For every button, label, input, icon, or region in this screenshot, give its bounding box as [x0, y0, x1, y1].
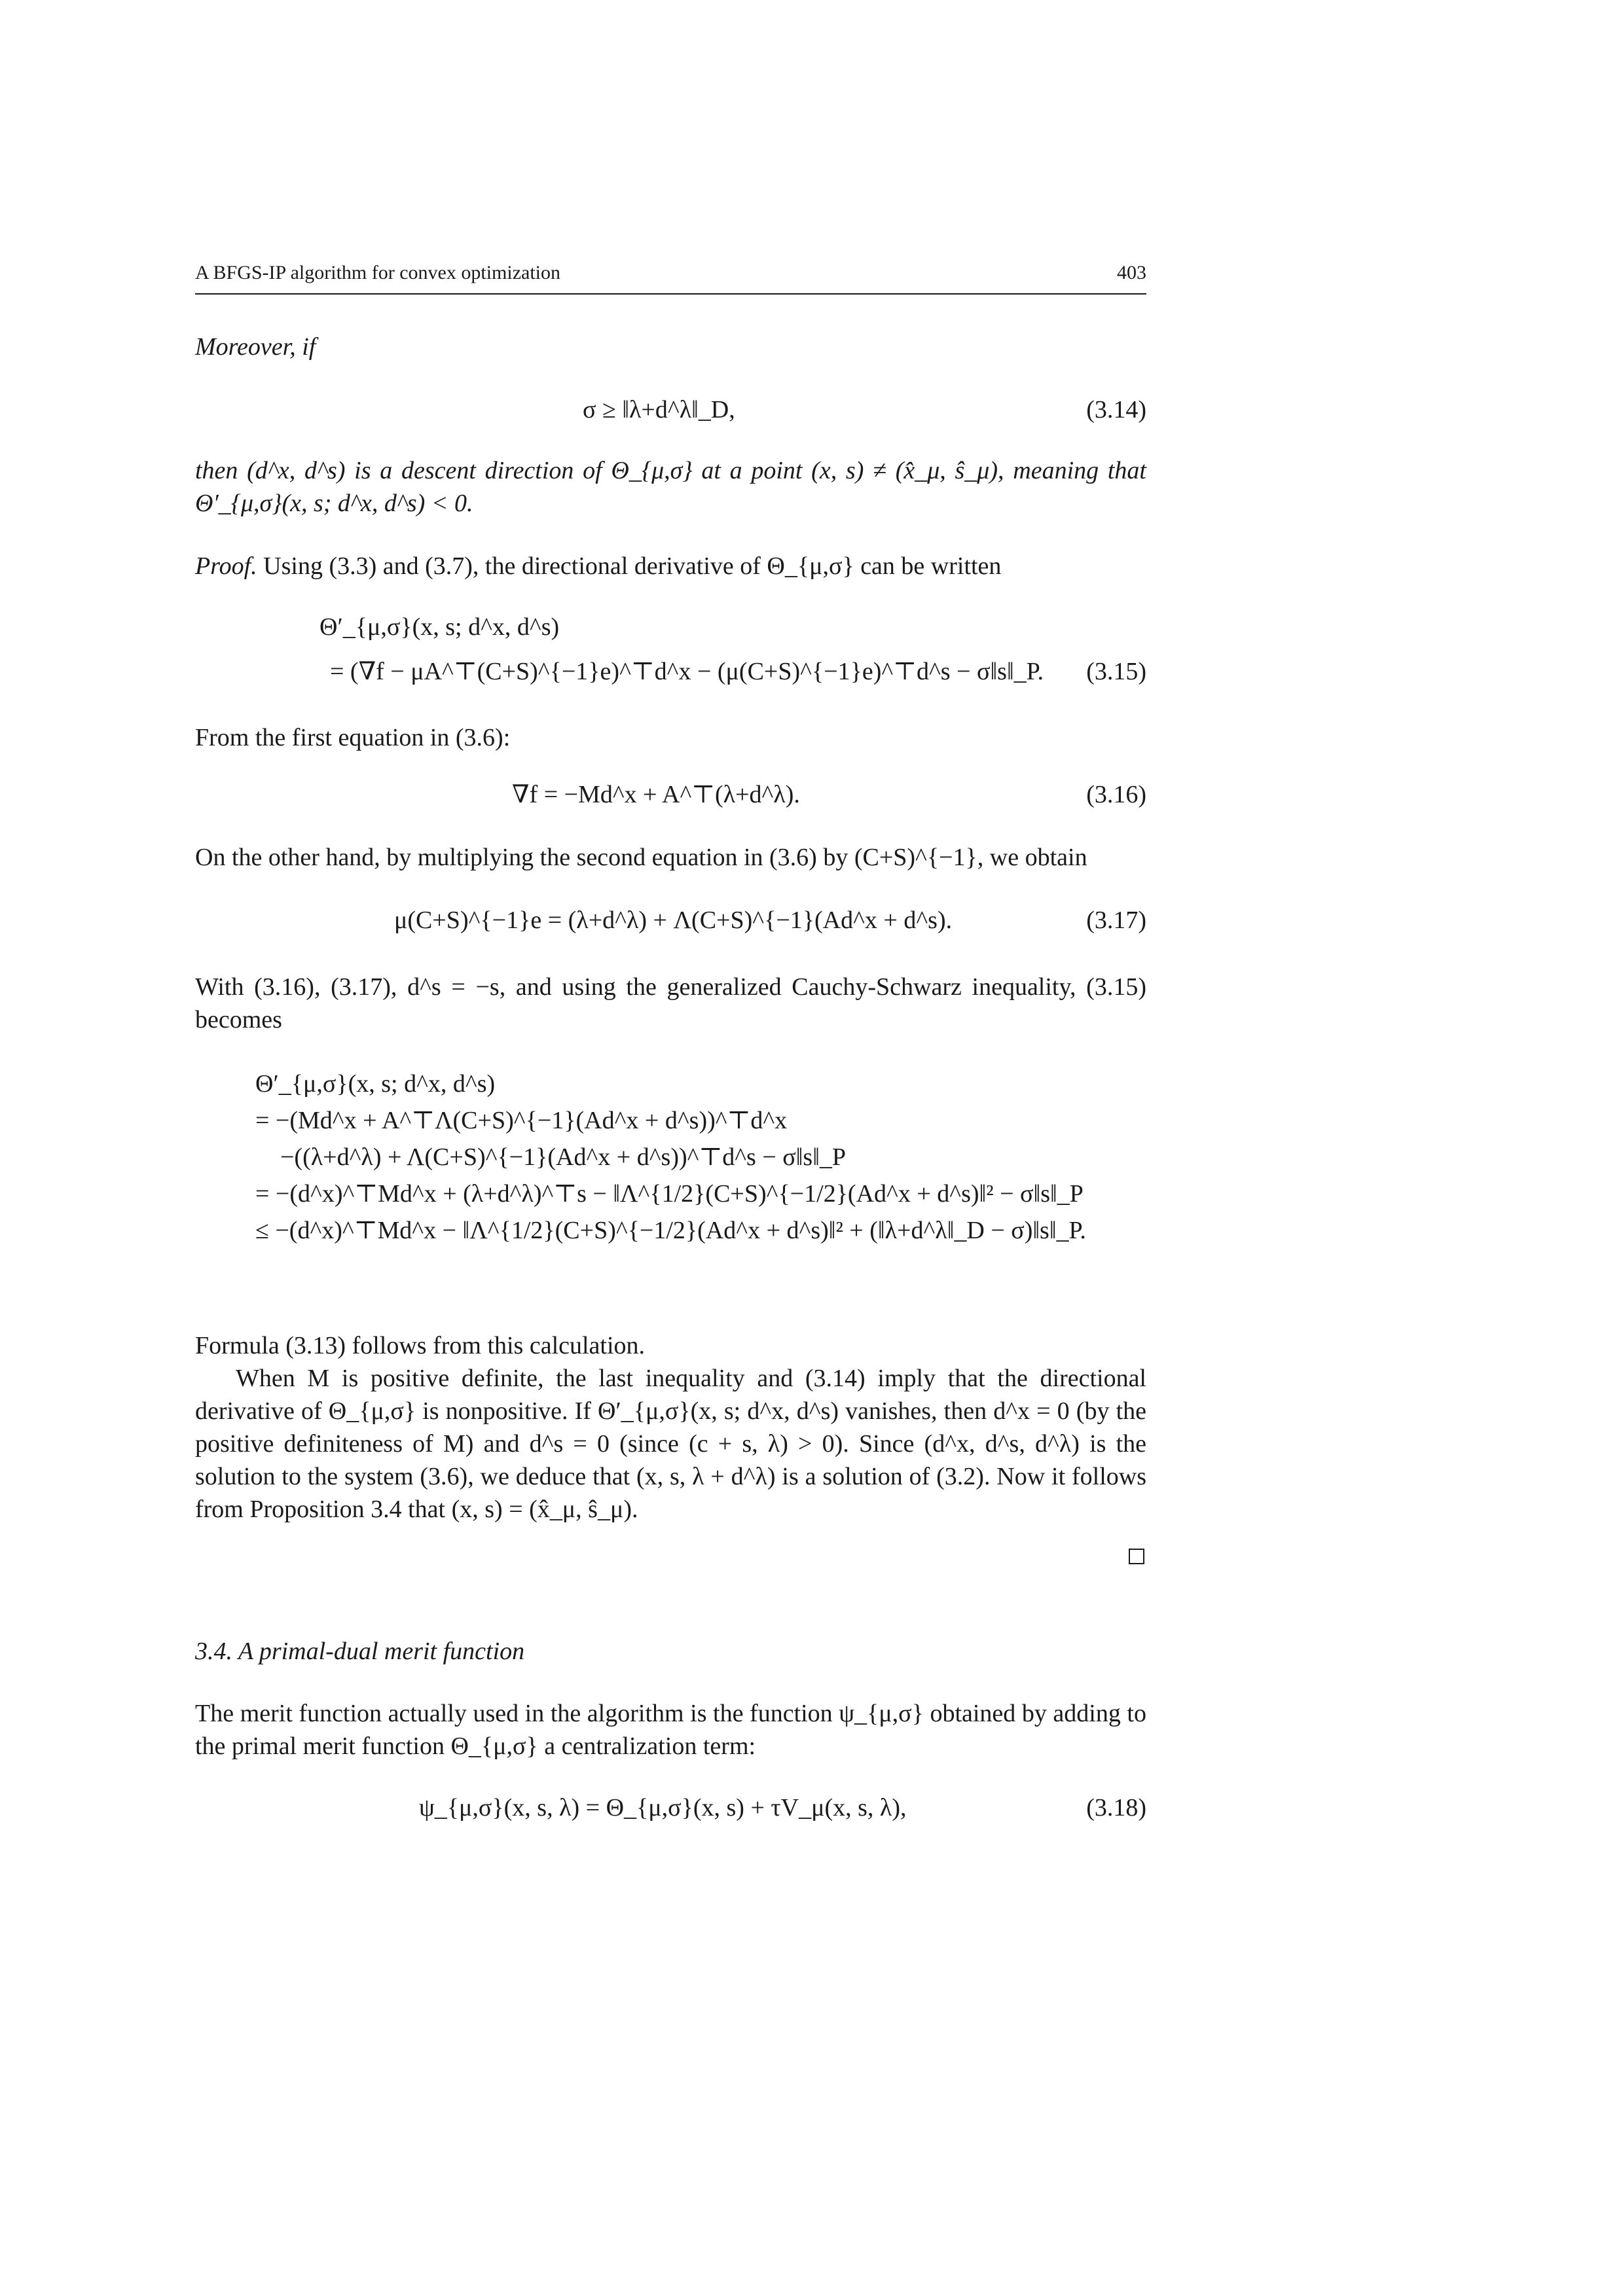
equation-3-15-line1: [195, 609, 1146, 645]
equation-3-15-line2-body: = (∇f − μA^⊤(C+S)^{−1}e)^⊤d^x − (μ(C+S)^{−1}e)^⊤d^s − σ‖s‖_P.: [330, 658, 1044, 685]
equation-3-17: [195, 902, 1146, 939]
section-heading: 3.4. A primal-dual merit function: [195, 1638, 525, 1665]
when-paragraph: When M is positive definite, the last inequality and (3.14) imply that the directional derivative of Θ_{μ,σ} is nonpositive. If Θ′_{μ,σ}(x, s; d^x, d^s) vanishes, then d^x = 0 (by the positive definiteness of M) and d^s = 0 (since (c + s, λ) > 0). Since (d^x, d^s, d^λ) is the solution to the system (3.6), we deduce that (x, s, λ + d^λ) is a solution of (3.2). Now it follows from Proposition 3.4 that (x, s) = (x̂_μ, ŝ_μ).: [195, 1365, 1146, 1523]
moreover-line: Moreover, if: [195, 333, 316, 361]
running-title: A BFGS-IP algorithm for convex optimization: [195, 262, 561, 283]
equation-3-14: [195, 391, 1146, 428]
derivation-line: Θ′_{μ,σ}(x, s; d^x, d^s): [255, 1070, 496, 1098]
page-number: 403: [1117, 262, 1146, 283]
proof-label: Proof.: [195, 552, 257, 580]
proof-intro-text: Using (3.3) and (3.7), the directional derivative of Θ_{μ,σ} can be written: [263, 552, 1002, 580]
equation-3-16-body: ∇f = −Md^x + A^⊤(λ+d^λ).: [512, 781, 800, 808]
equation-3-14-body: σ ≥ ‖λ+d^λ‖_D,: [583, 396, 735, 423]
proof-intro: [195, 550, 1146, 583]
merit-paragraph: The merit function actually used in the algorithm is the function ψ_{μ,σ} obtained by adding to the primal merit function Θ_{μ,σ} a centralization term:: [195, 1700, 1146, 1760]
running-header: [195, 257, 1146, 291]
equation-3-18-body: ψ_{μ,σ}(x, s, λ) = Θ_{μ,σ}(x, s) + τV_μ(x, s, λ),: [419, 1794, 907, 1821]
first-equation-intro: From the first equation in (3.6):: [195, 724, 511, 751]
derivation-block: [255, 1066, 1146, 1249]
header-rule: [195, 293, 1146, 295]
equation-3-15-number: (3.15): [1086, 658, 1146, 685]
derivation-line: ≤ −(d^x)^⊤Md^x − ‖Λ^{1/2}(C+S)^{−1/2}(Ad^x + d^s)‖² + (‖λ+d^λ‖_D − σ)‖s‖_P.: [255, 1217, 1086, 1244]
equation-3-15-line1-body: Θ′_{μ,σ}(x, s; d^x, d^s): [319, 613, 560, 641]
derivation-line: −((λ+d^λ) + Λ(C+S)^{−1}(Ad^x + d^s))^⊤d^s − σ‖s‖_P: [280, 1143, 846, 1171]
equation-3-18-number: (3.18): [1086, 1794, 1146, 1821]
formula-follows: Formula (3.13) follows from this calculation.: [195, 1332, 646, 1359]
equation-3-15-line2: [195, 653, 1146, 690]
equation-3-17-body: μ(C+S)^{−1}e = (λ+d^λ) + Λ(C+S)^{−1}(Ad^x + d^s).: [394, 906, 953, 934]
with-paragraph: With (3.16), (3.17), d^s = −s, and using the generalized Cauchy-Schwarz inequality, (3.15) becomes: [195, 973, 1146, 1033]
theorem-statement: then (d^x, d^s) is a descent direction of Θ_{μ,σ} at a point (x, s) ≠ (x̂_μ, ŝ_μ), meaning that Θ′_{μ,σ}(x, s; d^x, d^s) < 0.: [195, 457, 1146, 517]
equation-3-17-number: (3.17): [1086, 906, 1146, 934]
derivation-line: = −(Md^x + A^⊤Λ(C+S)^{−1}(Ad^x + d^s))^⊤d^x: [255, 1107, 788, 1134]
equation-3-16: [195, 776, 1146, 813]
equation-3-14-number: (3.14): [1086, 396, 1146, 423]
other-hand-paragraph: On the other hand, by multiplying the second equation in (3.6) by (C+S)^{−1}, we obtain: [195, 844, 1087, 871]
equation-3-16-number: (3.16): [1086, 781, 1146, 808]
equation-3-18: [195, 1789, 1146, 1826]
derivation-line: = −(d^x)^⊤Md^x + (λ+d^λ)^⊤s − ‖Λ^{1/2}(C+S)^{−1/2}(Ad^x + d^s)‖² − σ‖s‖_P: [255, 1180, 1084, 1208]
qed-square: [1129, 1549, 1144, 1564]
